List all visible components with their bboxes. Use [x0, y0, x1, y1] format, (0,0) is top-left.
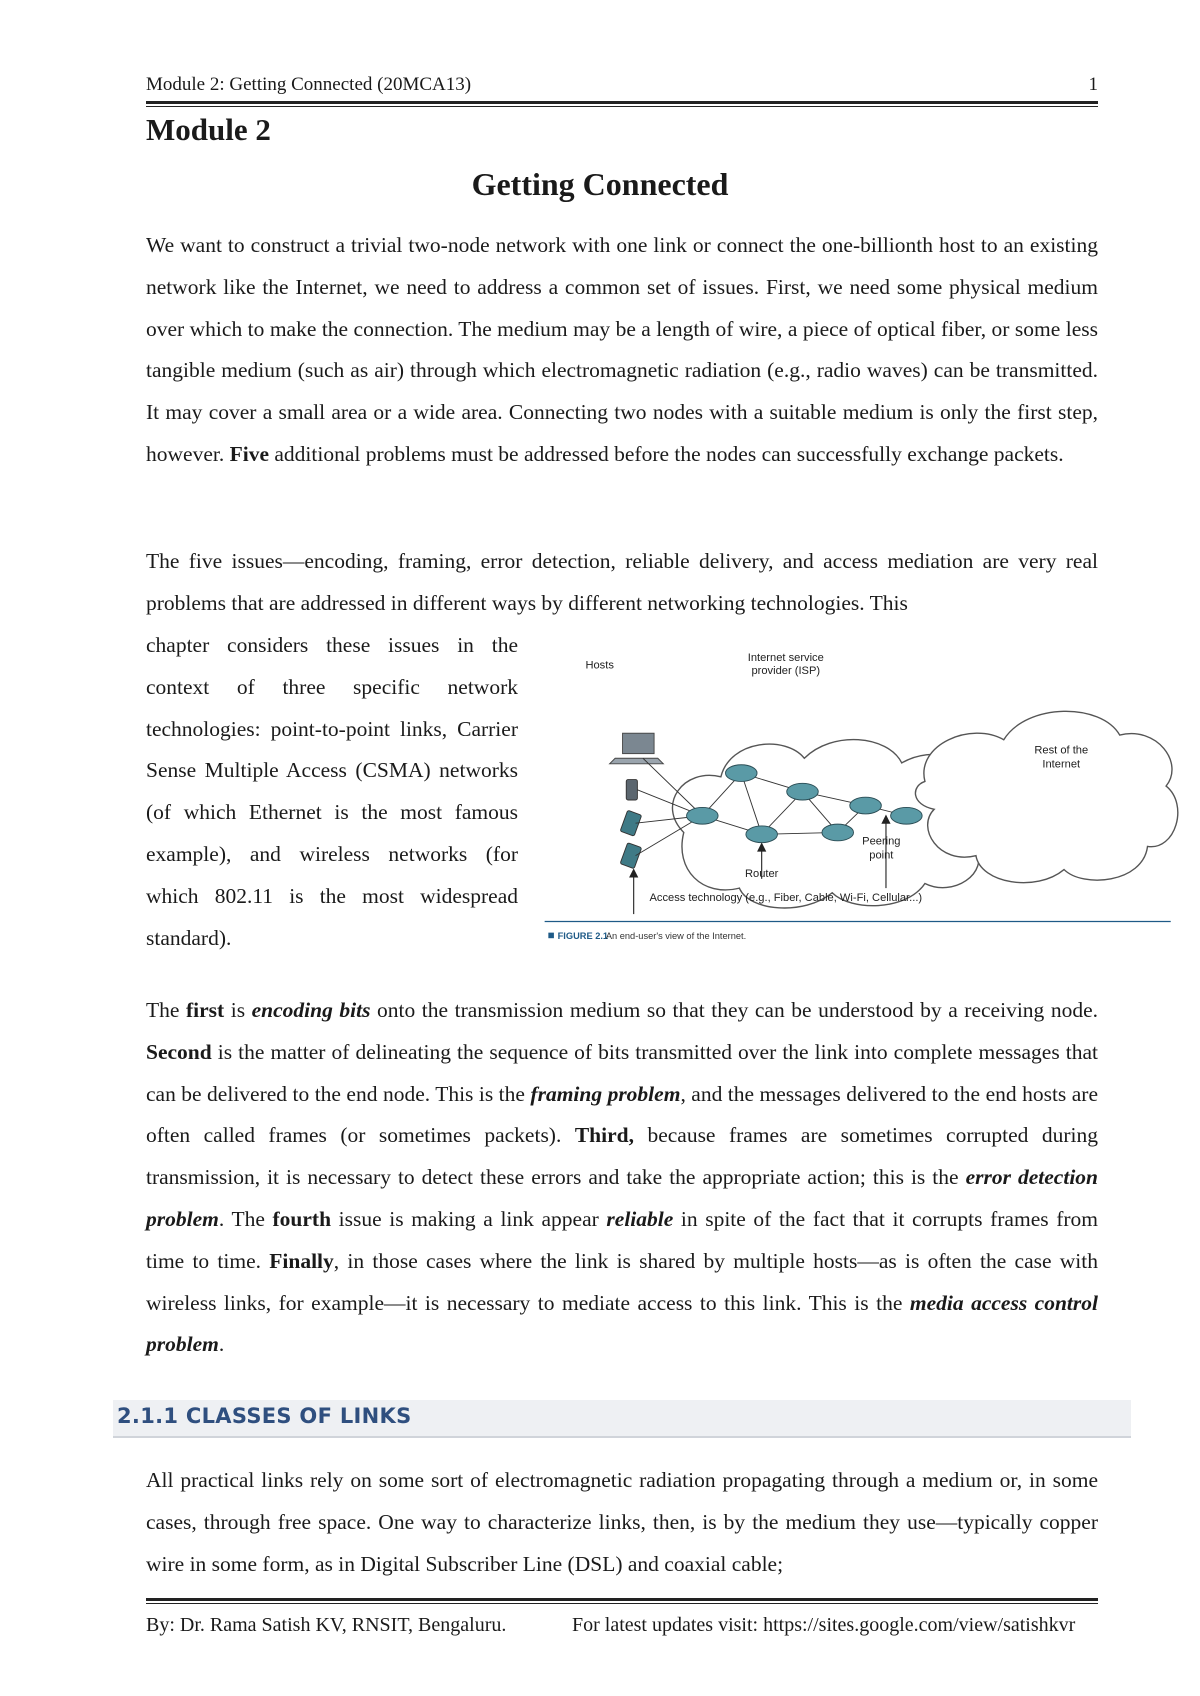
figure-caption-label: FIGURE 2.1: [557, 931, 609, 942]
label-router: Router: [744, 867, 779, 880]
label-isp-1: Internet service: [747, 651, 824, 664]
label-isp-2: provider (ISP): [751, 664, 821, 677]
figure-caption-text: An end-user's view of the Internet.: [605, 931, 747, 942]
page-header: [146, 74, 1098, 100]
figure-internet-view: [540, 630, 1180, 970]
header-rule: [146, 101, 1098, 104]
label-peering-1: Peering: [862, 835, 901, 848]
footer-url-link[interactable]: https://sites.google.com/view/satishkvr: [763, 1614, 1076, 1636]
footer-updates: For latest updates visit: https://sites.google.com/view/satishkvr: [572, 1614, 1076, 1636]
bold-five: Five: [229, 441, 269, 466]
body-paragraph-problems: The first is encoding bits onto the transmission medium so that they can be understood by a receiving node. Second is the matter of delineating the sequence of bits transmitted over the link into complete messages that can be delivered to the end node. This is the framing problem, and the messages delivered to the end hosts are often called frames (or sometimes packets). Third, because frames are sometimes corrupted during transmission, it is necessary to detect these errors and take the appropriate action; this is the error detection problem. The fourth issue is making a link appear reliable in spite of the fact that it corrupts frames from time to time. Finally, in those cases where the link is shared by multiple hosts—as is often the case with wireless links, for example—it is necessary to mediate access to this link. This is the media access control problem.: [146, 998, 1099, 1357]
label-access-technology: Access technology (e.g., Fiber, Cable, Wi-Fi, Cellular...): [649, 892, 923, 905]
phone-icon: [626, 780, 637, 800]
laptop-icon: [610, 733, 664, 764]
header-title: Module 2: Getting Connected (20MCA13): [146, 74, 472, 95]
section-paragraph: All practical links rely on some sort of electromagnetic radiation propagating through a medium or, in some cases, through free space. One way to characterize links, then, is by the medium they use—typically copper wire in some form, as in Digital Subscriber Line (DSL) and coaxial cable;: [146, 1468, 1098, 1576]
label-rest-2: Internet: [1042, 758, 1081, 771]
label-rest-1: Rest of the: [1034, 744, 1089, 757]
intro-paragraph-1: We want to construct a trivial two-node network with one link or connect the one-billionth host to an existing network like the Internet, we need to address a common set of issues. First, we need some physical medium over which to make the connection. The medium may be a length of wire, a piece of optical fiber, or some less tangible medium (such as air) through which electromagnetic radiation (e.g., radio waves) can be transmitted. It may cover a small area or a wide area. Connecting two nodes with a suitable medium is only the first step, however. Five additional problems must be addressed before the nodes can successfully exchange packets.: [146, 233, 1098, 466]
footer-rule-thin: [146, 1603, 1098, 1604]
header-rule-thin: [146, 106, 1098, 107]
module-title: Module 2: [146, 112, 271, 147]
section-heading-bar: [113, 1400, 1131, 1438]
footer-author: By: Dr. Rama Satish KV, RNSIT, Bengaluru.: [146, 1614, 507, 1636]
chapter-title: Getting Connected: [471, 166, 729, 202]
footer-rule: [146, 1598, 1098, 1601]
section-heading: 2.1.1 CLASSES OF LINKS: [117, 1404, 412, 1428]
intro-paragraph-2-side: chapter considers these issues in the context of three specific network technologies: point-to-point links, Carrier Sense Multiple Access (CSMA) networks (of which Ethernet is the most famous example), and wireless networks (for which 802.11 is the most widespread standard).: [146, 633, 518, 950]
label-hosts: Hosts: [585, 659, 614, 672]
caption-bullet-icon: [548, 933, 554, 939]
label-peering-2: point: [869, 849, 894, 862]
tablet-icon-2: [620, 843, 642, 869]
page-number: 1: [1088, 74, 1098, 95]
intro-paragraph-2-top: The five issues—encoding, framing, error detection, reliable delivery, and access mediation are very real problems that are addressed in different ways by different networking technologies. This: [146, 549, 1098, 615]
